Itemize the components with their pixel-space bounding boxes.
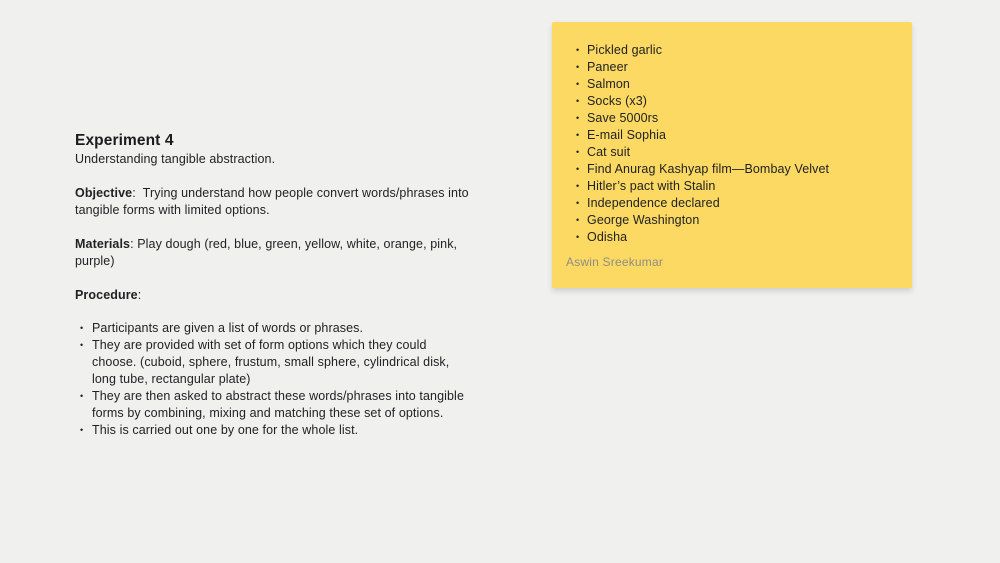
experiment-subtitle: Understanding tangible abstraction. (75, 152, 276, 166)
bullet-icon: • (576, 96, 580, 106)
procedure-step (80, 320, 471, 337)
sticky-note-item (576, 42, 898, 59)
sticky-note-item-text: Pickled garlic (587, 43, 663, 57)
sticky-note-item (576, 93, 898, 110)
sticky-note-item (576, 59, 898, 76)
bullet-icon: • (576, 147, 580, 157)
bullet-icon: • (80, 340, 84, 350)
sticky-note-item-text: George Washington (587, 213, 700, 227)
materials-paragraph (75, 236, 471, 270)
procedure-step (80, 337, 471, 388)
sticky-note[interactable] (552, 22, 912, 288)
sticky-note-item (576, 178, 898, 195)
sticky-note-item (576, 229, 898, 246)
procedure-step-text: They are then asked to abstract these words/phrases into tangible forms by combining, mixing and matching these set of options. (92, 389, 464, 420)
sticky-note-item-text: Paneer (587, 60, 628, 74)
sticky-note-item-text: Odisha (587, 230, 628, 244)
bullet-icon: • (576, 79, 580, 89)
sticky-note-item-text: Hitler’s pact with Stalin (587, 179, 716, 193)
sticky-note-item-text: E-mail Sophia (587, 128, 667, 142)
materials-text: : Play dough (red, blue, green, yellow, white, orange, pink, purple) (75, 237, 461, 268)
bullet-icon: • (576, 113, 580, 123)
sticky-note-item (576, 161, 898, 178)
objective-paragraph (75, 185, 471, 219)
bullet-icon: • (80, 323, 84, 333)
sticky-note-item (576, 212, 898, 229)
bullet-icon: • (80, 391, 84, 401)
bullet-icon: • (80, 425, 84, 435)
sticky-note-item-text: Independence declared (587, 196, 720, 210)
procedure-step-text: This is carried out one by one for the whole list. (92, 423, 359, 437)
sticky-note-item-text: Save 5000rs (587, 111, 659, 125)
procedure-step-text: Participants are given a list of words or phrases. (92, 321, 364, 335)
sticky-note-item-text: Cat suit (587, 145, 631, 159)
sticky-note-item (576, 127, 898, 144)
procedure-step (80, 388, 471, 422)
sticky-note-item-text: Socks (x3) (587, 94, 648, 108)
procedure-steps-list (75, 320, 471, 439)
objective-label: Objective (75, 186, 133, 200)
sticky-note-item-text: Find Anurag Kashyap film—Bombay Velvet (587, 162, 830, 176)
bullet-icon: • (576, 164, 580, 174)
sticky-note-list (566, 42, 898, 246)
text-block[interactable] (75, 131, 471, 439)
procedure-label: Procedure (75, 288, 138, 302)
sticky-note-item (576, 110, 898, 127)
bullet-icon: • (576, 62, 580, 72)
procedure-colon: : (137, 288, 142, 302)
bullet-icon: • (576, 45, 580, 55)
materials-label: Materials (75, 237, 131, 251)
procedure-step (80, 422, 471, 439)
sticky-note-item-text: Salmon (587, 77, 630, 91)
sticky-note-item (576, 144, 898, 161)
procedure-step-text: They are provided with set of form options which they could choose. (cuboid, sphere, frustum, small sphere, cylindrical disk, long tube, rectangular plate) (92, 338, 450, 386)
bullet-icon: • (576, 130, 580, 140)
sticky-note-item (576, 76, 898, 93)
bullet-icon: • (576, 181, 580, 191)
procedure-paragraph (75, 287, 471, 304)
objective-text: : Trying understand how people convert words/phrases into tangible forms with limited options. (75, 186, 473, 217)
sticky-note-item (576, 195, 898, 212)
sticky-note-author: Aswin Sreekumar (566, 255, 664, 269)
bullet-icon: • (576, 198, 580, 208)
experiment-title: Experiment 4 (75, 132, 174, 149)
bullet-icon: • (576, 215, 580, 225)
bullet-icon: • (576, 232, 580, 242)
